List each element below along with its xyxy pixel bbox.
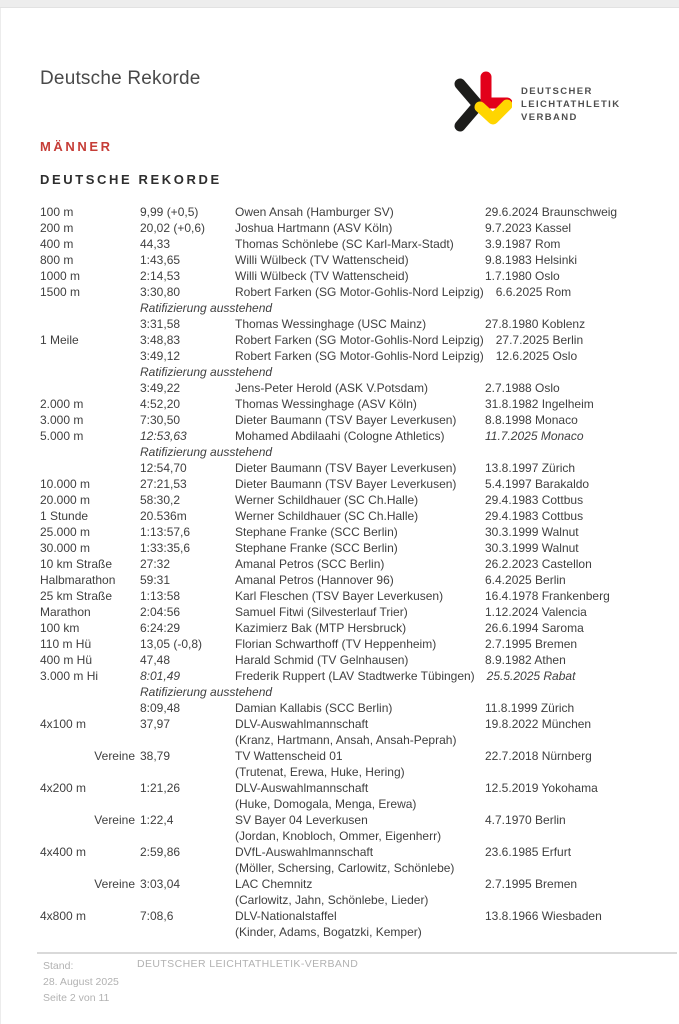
athlete-cell xyxy=(235,620,485,636)
table-row xyxy=(40,572,661,588)
logo-line: LEICHTATHLETIK xyxy=(521,98,621,110)
event-cell: 20.000 m xyxy=(40,493,91,507)
athlete-cell xyxy=(235,396,485,412)
table-row xyxy=(40,700,661,716)
athlete-cell xyxy=(235,268,485,284)
date-cell: 23.6.1985 Erfurt xyxy=(485,845,572,859)
athlete-cell xyxy=(235,236,485,252)
athlete-name: Thomas Schönlebe (SC Karl-Marx-Stadt) xyxy=(235,237,454,251)
athlete-cell xyxy=(235,572,485,588)
relay-members: (Huke, Domogala, Menga, Erewa) xyxy=(235,797,417,811)
athlete-cell xyxy=(235,380,485,396)
athlete-name: LAC Chemnitz xyxy=(235,877,313,891)
athlete-name: Thomas Wessinghage (USC Mainz) xyxy=(235,317,427,331)
date-cell: 12.5.2019 Yokohama xyxy=(485,781,598,795)
athlete-cell xyxy=(235,428,485,444)
date-cell: 27.7.2025 Berlin xyxy=(495,333,584,347)
athlete-cell xyxy=(235,492,485,508)
mark-cell: 3:30,80 xyxy=(140,285,181,299)
event-cell: Vereine xyxy=(94,877,135,891)
relay-members: (Carlowitz, Jahn, Schönlebe, Lieder) xyxy=(235,893,429,907)
athlete-cell xyxy=(235,204,485,220)
date-cell: 29.6.2024 Braunschweig xyxy=(485,205,618,219)
date-cell: 1.7.1980 Oslo xyxy=(485,269,560,283)
athlete-name: Harald Schmid (TV Gelnhausen) xyxy=(235,653,409,667)
date-cell: 5.4.1997 Barakaldo xyxy=(485,477,590,491)
athlete-name: Samuel Fitwi (Silvesterlauf Trier) xyxy=(235,605,408,619)
date-cell: 3.9.1987 Rom xyxy=(485,237,561,251)
athlete-name: Amanal Petros (Hannover 96) xyxy=(235,573,394,587)
event-cell: 5.000 m xyxy=(40,429,84,443)
event-cell: 3.000 m Hi xyxy=(40,669,99,683)
mark-cell: 3:48,83 xyxy=(140,333,181,347)
athlete-cell xyxy=(235,332,496,348)
event-cell: 110 m Hü xyxy=(40,637,92,651)
mark-cell: 4:52,20 xyxy=(140,397,181,411)
table-row xyxy=(40,812,661,844)
mark-cell: 20,02 (+0,6) xyxy=(140,221,206,235)
table-row xyxy=(40,316,661,332)
mark-cell: 44,33 xyxy=(140,237,171,251)
athlete-name: Frederik Ruppert (LAV Stadtwerke Tübingen) xyxy=(235,669,475,683)
date-cell: 26.6.1994 Saroma xyxy=(485,621,584,635)
date-cell: 1.12.2024 Valencia xyxy=(485,605,587,619)
event-cell: 4x800 m xyxy=(40,909,87,923)
event-cell: 100 km xyxy=(40,621,80,635)
date-cell: 27.8.1980 Koblenz xyxy=(485,317,586,331)
mark-cell: 9,99 (+0,5) xyxy=(140,205,199,219)
stand-label: Stand: xyxy=(43,960,74,972)
athlete-name: Stephane Franke (SCC Berlin) xyxy=(235,541,398,555)
event-cell: 200 m xyxy=(40,221,74,235)
date-cell: 19.8.2022 München xyxy=(485,717,592,731)
table-row xyxy=(40,348,661,364)
athlete-cell xyxy=(235,812,485,844)
table-row xyxy=(40,396,661,412)
mark-cell: 27:21,53 xyxy=(140,477,187,491)
mark-cell: 1:13:58 xyxy=(140,589,181,603)
event-cell: 1 Stunde xyxy=(40,509,89,523)
stand-date: 28. August 2025 xyxy=(43,976,119,988)
athlete-cell xyxy=(235,220,485,236)
mark-cell: 1:33:35,6 xyxy=(140,541,191,555)
athlete-name: Owen Ansah (Hamburger SV) xyxy=(235,205,394,219)
event-cell: 1500 m xyxy=(40,285,81,299)
mark-cell: 7:08,6 xyxy=(140,909,174,923)
date-cell: 6.4.2025 Berlin xyxy=(485,573,566,587)
table-row xyxy=(40,220,661,236)
athlete-name: DLV-Nationalstaffel xyxy=(235,909,337,923)
table-row xyxy=(40,780,661,812)
table-row xyxy=(40,636,661,652)
date-cell: 8.8.1998 Monaco xyxy=(485,413,578,427)
table-row xyxy=(40,380,661,396)
table-row xyxy=(40,412,661,428)
table-row xyxy=(40,508,661,524)
note-row xyxy=(40,444,661,460)
dlv-logo-wordmark xyxy=(521,85,620,124)
mark-cell: 6:24:29 xyxy=(140,621,181,635)
event-cell: 400 m xyxy=(40,237,74,251)
date-cell: 16.4.1978 Frankenberg xyxy=(485,589,610,603)
athlete-cell xyxy=(235,412,485,428)
athlete-cell xyxy=(235,844,485,876)
athlete-cell xyxy=(235,748,485,780)
records-table xyxy=(40,204,661,940)
table-row xyxy=(40,876,661,908)
date-cell: 4.7.1970 Berlin xyxy=(485,813,566,827)
date-cell: 2.7.1988 Oslo xyxy=(485,381,560,395)
mark-cell: 3:03,04 xyxy=(140,877,181,891)
event-cell: 10.000 m xyxy=(40,477,91,491)
event-cell: 1 Meile xyxy=(40,333,79,347)
event-cell: 2.000 m xyxy=(40,397,84,411)
table-row xyxy=(40,476,661,492)
mark-cell: 8:01,49 xyxy=(140,669,181,683)
date-cell: 2.7.1995 Bremen xyxy=(485,637,578,651)
athlete-name: Willi Wülbeck (TV Wattenscheid) xyxy=(235,253,409,267)
date-cell: 13.8.1966 Wiesbaden xyxy=(485,909,602,923)
date-cell: 31.8.1982 Ingelheim xyxy=(485,397,594,411)
athlete-name: SV Bayer 04 Leverkusen xyxy=(235,813,368,827)
footer-meta xyxy=(43,958,119,1006)
mark-cell: 59:31 xyxy=(140,573,171,587)
table-row xyxy=(40,540,661,556)
mark-cell: 1:43,65 xyxy=(140,253,181,267)
event-cell: 25 km Straße xyxy=(40,589,113,603)
mark-cell: 7:30,50 xyxy=(140,413,181,427)
table-row xyxy=(40,460,661,476)
athlete-cell xyxy=(235,636,485,652)
athlete-cell xyxy=(235,252,485,268)
event-cell: 100 m xyxy=(40,205,74,219)
mark-cell: 1:22,4 xyxy=(140,813,174,827)
mark-cell: 37,97 xyxy=(140,717,171,731)
athlete-cell xyxy=(235,908,485,940)
athlete-name: Stephane Franke (SCC Berlin) xyxy=(235,525,398,539)
relay-members: (Kranz, Hartmann, Ansah, Ansah-Peprah) xyxy=(235,733,457,747)
athlete-name: Robert Farken (SG Motor-Gohlis-Nord Leipzig) xyxy=(235,285,484,299)
dlv-logo-icon xyxy=(450,71,512,138)
athlete-cell xyxy=(235,604,485,620)
athlete-name: DVfL-Auswahlmannschaft xyxy=(235,845,374,859)
table-row xyxy=(40,604,661,620)
mark-cell: 12:53,63 xyxy=(140,429,187,443)
note-row xyxy=(40,300,661,316)
page-edge-strip xyxy=(0,0,679,8)
athlete-cell xyxy=(235,716,485,748)
event-cell: 800 m xyxy=(40,253,74,267)
athlete-name: Thomas Wessinghage (ASV Köln) xyxy=(235,397,417,411)
event-cell: 4x100 m xyxy=(40,717,87,731)
relay-members: (Kinder, Adams, Bogatzki, Kemper) xyxy=(235,925,422,939)
table-row xyxy=(40,268,661,284)
date-cell: 8.9.1982 Athen xyxy=(485,653,566,667)
athlete-name: Werner Schildhauer (SC Ch.Halle) xyxy=(235,493,419,507)
relay-members: (Möller, Schersing, Carlowitz, Schönlebe) xyxy=(235,861,455,875)
athlete-cell xyxy=(235,556,485,572)
logo-line: VERBAND xyxy=(521,111,578,123)
date-cell: 11.7.2025 Monaco xyxy=(485,429,584,443)
table-row xyxy=(40,524,661,540)
table-row xyxy=(40,284,661,300)
table-row xyxy=(40,236,661,252)
footer-brand: DEUTSCHER LEICHTATHLETIK-VERBAND xyxy=(137,958,359,970)
mark-cell: 3:49,22 xyxy=(140,381,181,395)
date-cell: 11.8.1999 Zürich xyxy=(485,701,575,715)
event-cell: 400 m Hü xyxy=(40,653,93,667)
table-row xyxy=(40,556,661,572)
athlete-cell xyxy=(235,348,496,364)
dlv-logo xyxy=(450,62,656,146)
note-row xyxy=(40,684,661,700)
mark-cell: 3:49,12 xyxy=(140,349,181,363)
athlete-cell xyxy=(235,700,485,716)
mark-cell: 1:21,26 xyxy=(140,781,181,795)
footer-divider xyxy=(37,952,677,954)
relay-members: (Trutenat, Erewa, Huke, Hering) xyxy=(235,765,405,779)
records-table-heading: DEUTSCHE REKORDE xyxy=(40,172,222,187)
mark-cell: 20.536m xyxy=(140,509,187,523)
athlete-name: Jens-Peter Herold (ASK V.Potsdam) xyxy=(235,381,428,395)
event-cell: Halbmarathon xyxy=(40,573,116,587)
relay-members: (Jordan, Knobloch, Ommer, Eigenherr) xyxy=(235,829,442,843)
ratification-note: Ratifizierung ausstehend xyxy=(140,365,273,379)
date-cell: 2.7.1995 Bremen xyxy=(485,877,578,891)
event-cell: Vereine xyxy=(94,749,135,763)
page-number: Seite 2 von 11 xyxy=(43,992,110,1004)
date-cell: 29.4.1983 Cottbus xyxy=(485,509,584,523)
table-row xyxy=(40,204,661,220)
ratification-note: Ratifizierung ausstehend xyxy=(140,445,273,459)
table-row xyxy=(40,428,661,444)
event-cell: Marathon xyxy=(40,605,91,619)
event-cell: 4x400 m xyxy=(40,845,87,859)
athlete-name: Karl Fleschen (TSV Bayer Leverkusen) xyxy=(235,589,444,603)
date-cell: 30.3.1999 Walnut xyxy=(485,525,579,539)
date-cell: 6.6.2025 Rom xyxy=(495,285,572,299)
athlete-name: TV Wattenscheid 01 xyxy=(235,749,343,763)
mark-cell: 27:32 xyxy=(140,557,171,571)
athlete-cell xyxy=(235,652,485,668)
athlete-name: Dieter Baumann (TSV Bayer Leverkusen) xyxy=(235,461,457,475)
mark-cell: 2:59,86 xyxy=(140,845,181,859)
date-cell: 29.4.1983 Cottbus xyxy=(485,493,584,507)
mark-cell: 2:04:56 xyxy=(140,605,181,619)
athlete-cell xyxy=(235,524,485,540)
athlete-name: Kazimierz Bak (MTP Hersbruck) xyxy=(235,621,407,635)
event-cell: 4x200 m xyxy=(40,781,87,795)
table-row xyxy=(40,748,661,780)
mark-cell: 58:30,2 xyxy=(140,493,181,507)
mark-cell: 8:09,48 xyxy=(140,701,181,715)
table-row xyxy=(40,908,661,940)
note-row xyxy=(40,364,661,380)
mark-cell: 47,48 xyxy=(140,653,171,667)
ratification-note: Ratifizierung ausstehend xyxy=(140,301,273,315)
athlete-name: Mohamed Abdilaahi (Cologne Athletics) xyxy=(235,429,445,443)
date-cell: 22.7.2018 Nürnberg xyxy=(485,749,592,763)
event-cell: 25.000 m xyxy=(40,525,91,539)
athlete-name: Willi Wülbeck (TV Wattenscheid) xyxy=(235,269,409,283)
event-cell: 30.000 m xyxy=(40,541,91,555)
table-row xyxy=(40,620,661,636)
date-cell: 9.7.2023 Kassel xyxy=(485,221,572,235)
athlete-name: Werner Schildhauer (SC Ch.Halle) xyxy=(235,509,419,523)
table-row xyxy=(40,588,661,604)
logo-line: DEUTSCHER xyxy=(521,85,593,97)
mark-cell: 13,05 (-0,8) xyxy=(140,637,203,651)
date-cell: 30.3.1999 Walnut xyxy=(485,541,579,555)
mark-cell: 2:14,53 xyxy=(140,269,181,283)
event-cell: Vereine xyxy=(94,813,135,827)
mark-cell: 3:31,58 xyxy=(140,317,181,331)
athlete-cell xyxy=(235,508,485,524)
date-cell: 12.6.2025 Oslo xyxy=(495,349,578,363)
mark-cell: 12:54,70 xyxy=(140,461,187,475)
table-row xyxy=(40,716,661,748)
event-cell: 10 km Straße xyxy=(40,557,113,571)
athlete-cell xyxy=(235,540,485,556)
athlete-cell xyxy=(235,316,485,332)
athlete-name: Dieter Baumann (TSV Bayer Leverkusen) xyxy=(235,477,457,491)
athlete-cell xyxy=(235,476,485,492)
athlete-name: Dieter Baumann (TSV Bayer Leverkusen) xyxy=(235,413,457,427)
athlete-name: Joshua Hartmann (ASV Köln) xyxy=(235,221,393,235)
athlete-cell xyxy=(235,284,496,300)
section-label-maenner: MÄNNER xyxy=(40,139,113,154)
athlete-cell xyxy=(235,588,485,604)
table-row xyxy=(40,844,661,876)
table-row xyxy=(40,668,661,684)
table-row xyxy=(40,652,661,668)
athlete-cell xyxy=(235,460,485,476)
table-row xyxy=(40,332,661,348)
athlete-name: Florian Schwarthoff (TV Heppenheim) xyxy=(235,637,437,651)
athlete-name: Robert Farken (SG Motor-Gohlis-Nord Leipzig) xyxy=(235,333,484,347)
event-cell: 1000 m xyxy=(40,269,81,283)
table-row xyxy=(40,492,661,508)
ratification-note: Ratifizierung ausstehend xyxy=(140,685,273,699)
date-cell: 25.5.2025 Rabat xyxy=(486,669,576,683)
athlete-name: DLV-Auswahlmannschaft xyxy=(235,781,369,795)
athlete-cell xyxy=(235,668,487,684)
page-title: Deutsche Rekorde xyxy=(40,68,201,89)
date-cell: 13.8.1997 Zürich xyxy=(485,461,576,475)
table-row xyxy=(40,252,661,268)
athlete-name: Damian Kallabis (SCC Berlin) xyxy=(235,701,393,715)
athlete-cell xyxy=(235,780,485,812)
athlete-name: Amanal Petros (SCC Berlin) xyxy=(235,557,385,571)
date-cell: 9.8.1983 Helsinki xyxy=(485,253,578,267)
date-cell: 26.2.2023 Castellon xyxy=(485,557,592,571)
athlete-cell xyxy=(235,876,485,908)
mark-cell: 38,79 xyxy=(140,749,171,763)
athlete-name: Robert Farken (SG Motor-Gohlis-Nord Leipzig) xyxy=(235,349,484,363)
athlete-name: DLV-Auswahlmannschaft xyxy=(235,717,369,731)
event-cell: 3.000 m xyxy=(40,413,84,427)
mark-cell: 1:13:57,6 xyxy=(140,525,191,539)
